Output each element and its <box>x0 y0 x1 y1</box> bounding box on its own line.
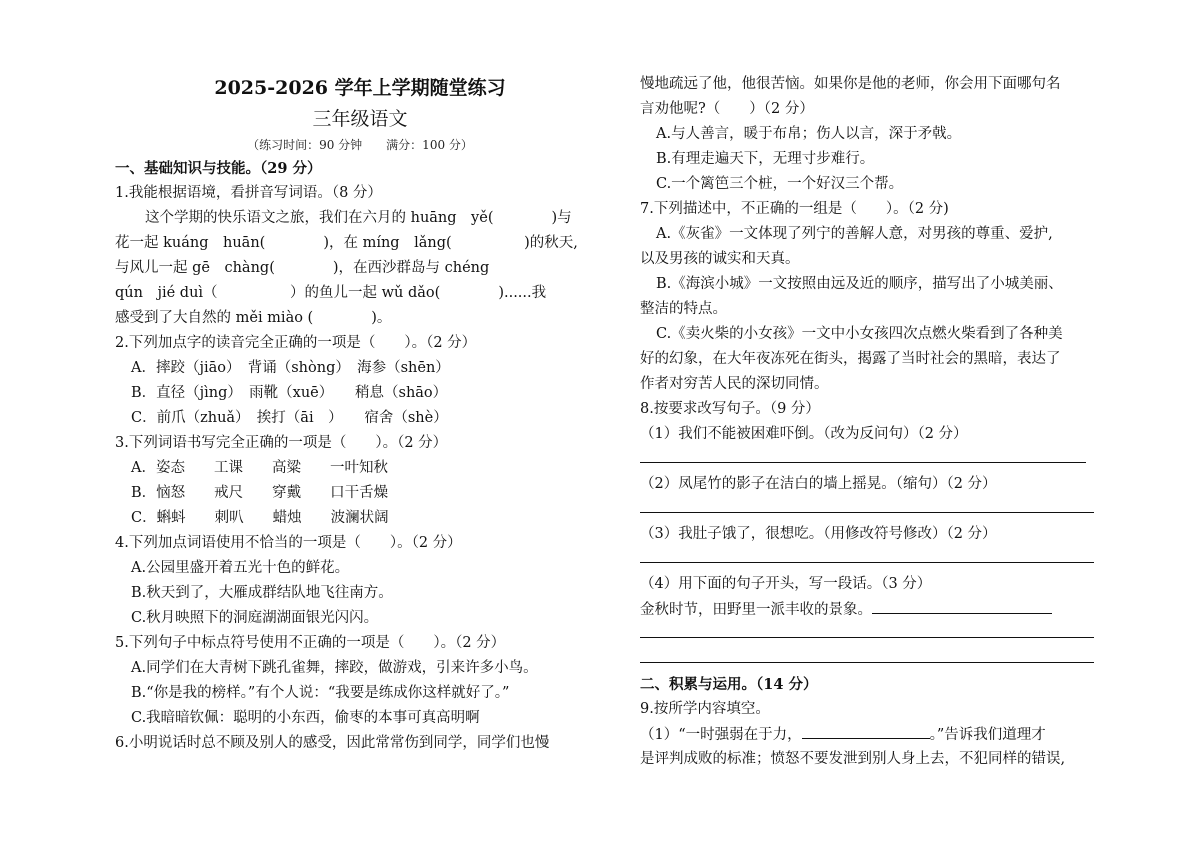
q3-option-a: A．姿态 工课 高粱 一叶知秋 <box>131 460 388 476</box>
exam-meta: （练习时间：90 分钟 满分：100 分） <box>247 138 473 152</box>
question-5: 5.下列句子中标点符号使用不正确的一项是（ ）。（2 分） <box>115 635 506 651</box>
q6-line-3: 言劝他呢?（ ）（2 分） <box>640 101 814 117</box>
q5-option-b: B.“你是我的榜样。”有个人说：“我要是练成你这样就好了。” <box>131 685 510 701</box>
fill-blank[interactable] <box>802 722 930 739</box>
question-6: 6.小明说话时总不顾及别人的感受，因此常常伤到同学，同学们也慢 <box>115 735 550 751</box>
question-1: 1.我能根据语境，看拼音写词语。（8 分） <box>115 185 382 201</box>
q8-part-2: （2）凤尾竹的影子在洁白的墙上摇晃。（缩句）（2 分） <box>640 476 997 492</box>
q8-part-4-answer-area-2 <box>640 647 1120 672</box>
q8-part-3-answer-area <box>640 547 1120 572</box>
q9-part-1-start: （1）“一时强弱在于力， <box>640 727 802 743</box>
q1-line-1: 这个学期的快乐语文之旅，我们在六月的 huāng yě( )与 <box>145 210 572 226</box>
q1-line-4: qún jié duì（ ）的鱼儿一起 wǔ dǎo( )......我 <box>115 285 547 301</box>
q8-part-1-answer-area <box>640 447 1120 472</box>
q9-part-1-end: 。”告诉我们道理才 <box>929 727 1046 743</box>
q6-option-b: B.有理走遍天下，无理寸步难行。 <box>656 151 875 167</box>
answer-line[interactable] <box>640 562 1094 563</box>
q7-option-a-line-2: 以及男孩的诚实和天真。 <box>640 251 800 267</box>
question-3: 3.下列词语书写完全正确的一项是（ ）。（2 分） <box>115 435 448 451</box>
page-subtitle: 三年级语文 <box>312 108 408 130</box>
answer-line[interactable] <box>640 662 1094 663</box>
q8-part-4-answer-area-1 <box>640 622 1120 647</box>
question-8: 8.按要求改写句子。（9 分） <box>640 401 820 417</box>
q8-part-4-starter: 金秋时节，田野里一派丰收的景象。 <box>640 602 872 618</box>
answer-line[interactable] <box>640 462 1086 463</box>
q8-part-4-prompt-line <box>640 597 1120 622</box>
q2-option-c: C．前爪（zhuǎ） 挨打（āi ） 宿舍（shè） <box>131 410 448 426</box>
q3-option-c: C．蝌蚪 刺叭 蜡烛 波澜状阔 <box>131 510 389 526</box>
left-column <box>115 72 605 756</box>
question-7: 7.下列描述中，不正确的一组是（ ）。（2 分) <box>640 201 949 217</box>
question-2: 2.下列加点字的读音完全正确的一项是（ ）。（2 分） <box>115 335 477 351</box>
answer-line[interactable] <box>640 637 1094 638</box>
q4-option-b: B.秋天到了，大雁成群结队地飞往南方。 <box>131 585 393 601</box>
q1-line-5: 感受到了大自然的 měi miào ( )。 <box>115 310 392 326</box>
q8-part-3: （3）我肚子饿了，很想吃。（用修改符号修改）（2 分） <box>640 526 997 542</box>
answer-line[interactable] <box>640 512 1094 513</box>
section-2-heading: 二、积累与运用。（14 分） <box>640 676 818 693</box>
q2-option-a: A．摔跤（jiāo） 背诵（shòng） 海参（shēn） <box>131 360 450 376</box>
q9-part-1-continuation: 是评判成败的标准；愤怒不要发泄到别人身上去，不犯同样的错误, <box>640 751 1066 767</box>
q3-option-b: B．恼怒 戒尺 穿戴 口干舌燥 <box>131 485 389 501</box>
q7-option-b-line-2: 整洁的特点。 <box>640 301 727 317</box>
question-4: 4.下列加点词语使用不恰当的一项是（ ）。（2 分） <box>115 535 462 551</box>
q6-line-2: 慢地疏远了他，他很苦恼。如果你是他的老师，你会用下面哪句名 <box>640 76 1061 92</box>
q7-option-a-line-1: A.《灰雀》一文体现了列宁的善解人意，对男孩的尊重、爱护, <box>656 226 1053 242</box>
q2-option-b: B．直径（jìng） 雨靴（xuē） 稍息（shāo） <box>131 385 448 401</box>
q4-option-c: C.秋月映照下的洞庭湖湖面银光闪闪。 <box>131 610 379 626</box>
q6-option-c: C.一个篱笆三个桩，一个好汉三个帮。 <box>656 176 904 192</box>
question-9: 9.按所学内容填空。 <box>640 701 770 717</box>
q8-part-4: （4）用下面的句子开头，写一段话。（3 分） <box>640 576 932 592</box>
q7-option-c-line-2: 好的幻象，在大年夜冻死在街头，揭露了当时社会的黑暗，表达了 <box>640 351 1061 367</box>
q1-line-2: 花一起 kuáng huān( )，在 míng lǎng( )的秋天, <box>115 235 578 251</box>
q6-option-a: A.与人善言，暖于布帛；伤人以言，深于矛戟。 <box>656 126 962 142</box>
q5-option-c: C.我暗暗钦佩：聪明的小东西，偷枣的本事可真高明啊 <box>131 710 480 726</box>
section-1-heading: 一、基础知识与技能。（29 分） <box>115 160 322 177</box>
q1-line-3: 与风儿一起 gē chàng( )，在西沙群岛与 chéng <box>115 260 490 276</box>
q7-option-b-line-1: B.《海滨小城》一文按照由远及近的顺序，描写出了小城美丽、 <box>656 276 1063 292</box>
q8-part-1: （1）我们不能被困难吓倒。（改为反问句）（2 分） <box>640 426 968 442</box>
q5-option-a: A.同学们在大青树下跳孔雀舞，摔跤，做游戏，引来许多小鸟。 <box>131 660 538 676</box>
q7-option-c-line-3: 作者对穷苦人民的深切同情。 <box>640 376 829 392</box>
q4-option-a: A.公园里盛开着五光十色的鲜花。 <box>131 560 350 576</box>
q7-option-c-line-1: C.《卖火柴的小女孩》一文中小女孩四次点燃火柴看到了各种美 <box>656 326 1063 342</box>
right-column <box>640 72 1120 772</box>
q9-part-1 <box>640 722 1120 747</box>
answer-blank[interactable] <box>872 597 1052 614</box>
q8-part-2-answer-area <box>640 497 1120 522</box>
page-title: 2025-2026 学年上学期随堂练习 <box>214 77 506 99</box>
